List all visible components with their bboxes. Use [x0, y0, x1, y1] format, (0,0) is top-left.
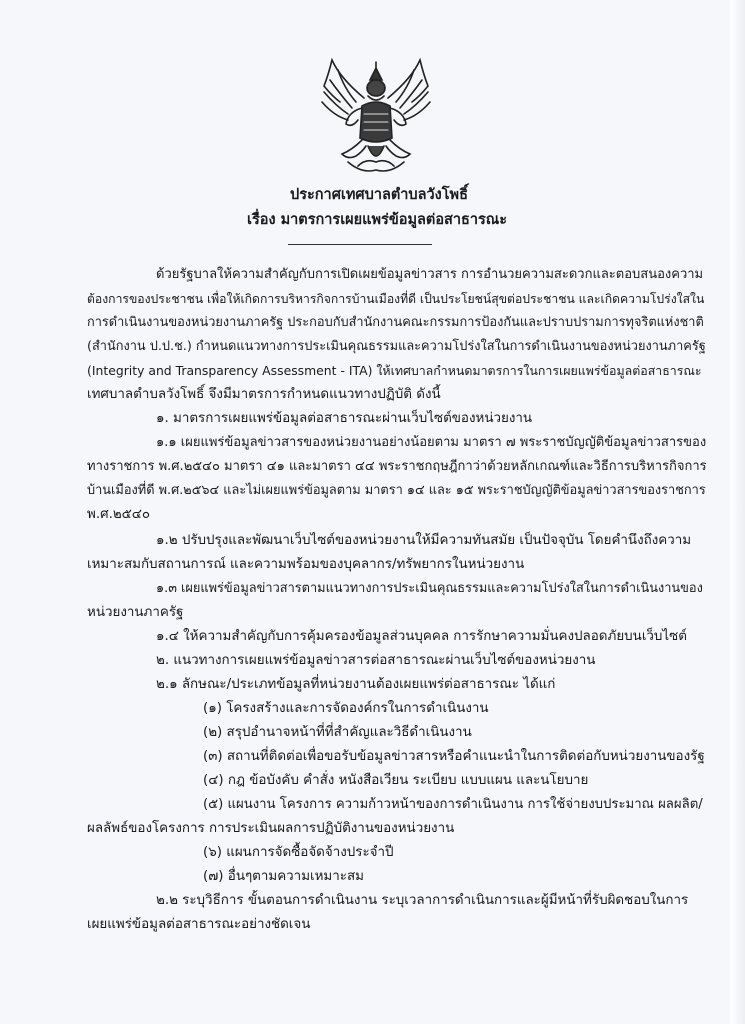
announcement-title: ประกาศเทศบาลตำบลวังโพธิ์: [290, 187, 468, 203]
body-line: ๑.๓ เผยแพร่ข้อมูลข่าวสารตามแนวทางการประเมินคุณธรรมและความโปร่งใสในการดำเนินงานของ: [156, 581, 703, 596]
body-line: ๑.๔ ให้ความสำคัญกับการคุ้มครองข้อมูลส่วนบุคคล การรักษาความมั่นคงปลอดภัยบนเว็บไซต์: [156, 629, 687, 644]
body-line: ผลลัพธ์ของโครงการ การประเมินผลการปฏิบัติงานของหน่วยงาน: [87, 821, 455, 836]
body-line: เหมาะสมกับสถานการณ์ และความพร้อมของบุคลากร/ทรัพยากรในหน่วยงาน: [87, 557, 525, 572]
body-line: ต้องการของประชาชน เพื่อให้เกิดการบริหารกิจการบ้านเมืองที่ดี เป็นประโยชน์สุขต่อประชาชน และเกิดความโปร่งใสใน: [87, 292, 705, 306]
body-line: (๖) แผนการจัดซื้อจัดจ้างประจำปี: [203, 845, 394, 860]
body-line: ๒.๒ ระบุวิธีการ ขั้นตอนการดำเนินงาน ระบุเวลาการดำเนินการและผู้มีหน้าที่รับผิดชอบในการ: [156, 893, 689, 908]
body-line: (Integrity and Transparency Assessment - ITA) ให้เทศบาลกำหนดมาตรการในการเผยแพร่ข้อมูลต่อสาธารณะ: [87, 363, 702, 378]
body-line: (๗) อื่นๆตามความเหมาะสม: [203, 869, 364, 884]
body-line: (สำนักงาน ป.ป.ช.) กำหนดแนวทางการประเมินคุณธรรมและความโปร่งใสในการดำเนินงานของหน่วยงานภาครัฐ: [87, 339, 706, 354]
garuda-emblem-icon: [318, 58, 434, 176]
title-divider: [288, 244, 432, 245]
body-line: ทางราชการ พ.ศ.๒๕๔๐ มาตรา ๔๑ และมาตรา ๔๔ พระราชกฤษฎีกาว่าด้วยหลักเกณฑ์และวิธีการบริหารกิจการ: [87, 459, 707, 474]
body-line: (๕) แผนงาน โครงการ ความก้าวหน้าของการดำเนินงาน การใช้จ่ายงบประมาณ ผลผลิต/: [203, 797, 703, 812]
body-line: (๑) โครงสร้างและการจัดองค์กรในการดำเนินงาน: [203, 701, 489, 716]
body-line: (๓) สถานที่ติดต่อเพื่อขอรับข้อมูลข่าวสารหรือคำแนะนำในการติดต่อกับหน่วยงานของรัฐ: [203, 749, 705, 764]
body-line: (๒) สรุปอำนาจหน้าที่ที่สำคัญและวิธีดำเนินงาน: [203, 725, 472, 740]
body-line: พ.ศ.๒๕๔๐: [87, 507, 151, 522]
announcement-subject: เรื่อง มาตรการเผยแพร่ข้อมูลต่อสาธารณะ: [247, 212, 508, 228]
body-line: การดำเนินงานของหน่วยงานภาครัฐ ประกอบกับสำนักงานคณะกรรมการป้องกันและปราบปรามการทุจริตแห่งชาติ: [87, 315, 704, 330]
body-line: เทศบาลตำบลวังโพธิ์ จึงมีมาตรการกำหนดแนวทางปฏิบัติ ดังนี้: [87, 387, 441, 402]
body-line: ๑.๑ เผยแพร่ข้อมูลข่าวสารของหน่วยงานอย่างน้อยตาม มาตรา ๗ พระราชบัญญัติข้อมูลข่าวสารของ: [156, 435, 707, 450]
body-line: ๑. มาตรการเผยแพร่ข้อมูลต่อสาธารณะผ่านเว็บไซต์ของหน่วยงาน: [156, 411, 533, 426]
body-line: ๑.๒ ปรับปรุงและพัฒนาเว็บไซต์ของหน่วยงานให้มีความทันสมัย เป็นปัจจุบัน โดยคำนึงถึงความ: [156, 533, 692, 548]
page-edge: [730, 0, 745, 1024]
body-line: หน่วยงานภาครัฐ: [87, 605, 184, 620]
body-line: เผยแพร่ข้อมูลต่อสาธารณะอย่างชัดเจน: [87, 917, 311, 932]
body-line: ๒.๑ ลักษณะ/ประเภทข้อมูลที่หน่วยงานต้องเผยแพร่ต่อสาธารณะ ได้แก่: [156, 677, 556, 692]
body-line: (๔) กฎ ข้อบังคับ คำสั่ง หนังสือเวียน ระเบียบ แบบแผน และนโยบาย: [203, 773, 589, 788]
body-line: ด้วยรัฐบาลให้ความสำคัญกับการเปิดเผยข้อมูลข่าวสาร การอำนวยความสะดวกและตอบสนองความ: [156, 267, 704, 282]
body-line: บ้านเมืองที่ดี พ.ศ.๒๕๖๔ และไม่เผยแพร่ข้อมูลตาม มาตรา ๑๔ และ ๑๕ พระราชบัญญัติข้อมูลข่าวสารของราชการ: [87, 483, 706, 498]
body-line: ๒. แนวทางการเผยแพร่ข้อมูลข่าวสารต่อสาธารณะผ่านเว็บไซต์ของหน่วยงาน: [156, 653, 596, 668]
